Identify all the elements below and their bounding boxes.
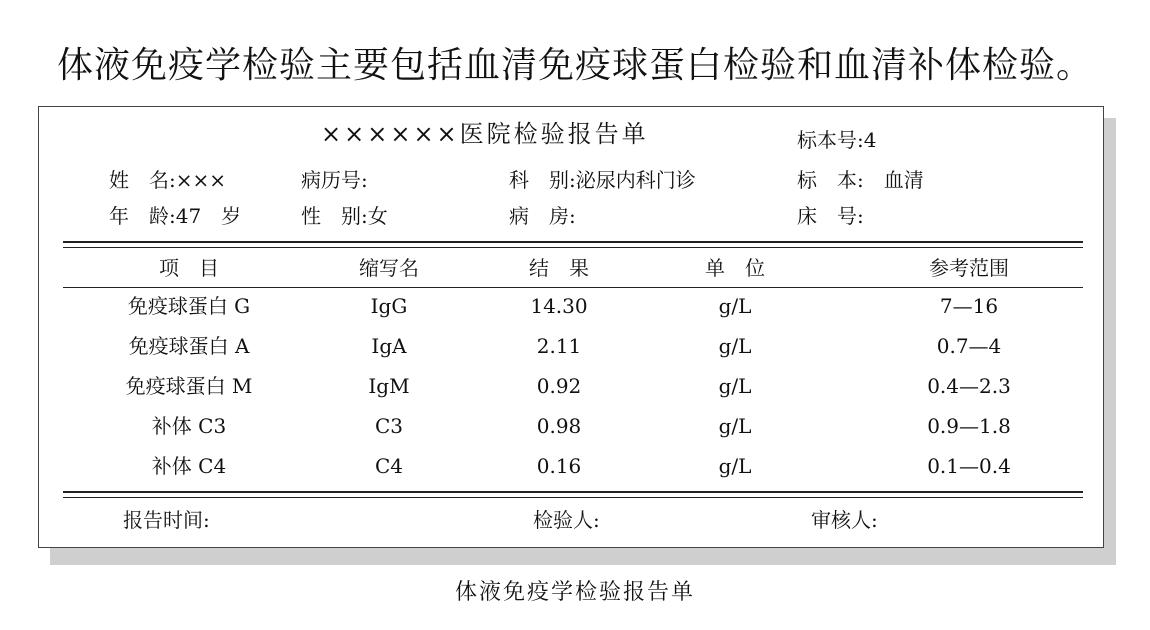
cell-unit: g/L <box>718 374 752 398</box>
cell-result: 2.11 <box>536 334 582 358</box>
patient-age: 年 龄:47 岁 <box>109 204 242 228</box>
cell-unit: g/L <box>718 294 752 318</box>
cell-range: 7—16 <box>939 294 999 318</box>
cell-unit: g/L <box>718 334 752 358</box>
figure-caption: 体液免疫学检验报告单 <box>454 580 695 605</box>
divider-top-1 <box>63 241 1083 243</box>
cell-item: 补体 C3 <box>151 414 227 438</box>
cell-abbr: C3 <box>374 414 404 438</box>
cell-abbr: IgG <box>370 294 408 318</box>
lab-report-card <box>38 106 1104 548</box>
cell-item: 补体 C4 <box>151 454 227 478</box>
col-header-item: 项 目 <box>159 256 219 280</box>
cell-range: 0.1—0.4 <box>927 454 1011 478</box>
cell-unit: g/L <box>718 414 752 438</box>
cell-result: 0.98 <box>536 414 582 438</box>
specimen-number: 标本号:4 <box>797 128 877 152</box>
divider-bottom-1 <box>63 491 1083 493</box>
cell-range: 0.4—2.3 <box>927 374 1011 398</box>
cell-result: 14.30 <box>530 294 588 318</box>
ward: 病 房: <box>509 204 576 228</box>
cell-abbr: IgM <box>368 374 410 398</box>
report-time-label: 报告时间: <box>123 508 210 532</box>
specimen-type: 标 本: 血清 <box>797 168 924 192</box>
inspector-label: 检验人: <box>533 508 600 532</box>
report-title: ××××××医院检验报告单 <box>321 120 649 148</box>
cell-unit: g/L <box>718 454 752 478</box>
reviewer-label: 审核人: <box>811 508 878 532</box>
col-header-unit: 单 位 <box>705 256 765 280</box>
cell-abbr: IgA <box>371 334 407 358</box>
department: 科 别:泌尿内科门诊 <box>509 168 696 192</box>
divider-header <box>63 287 1083 288</box>
patient-name: 姓 名:××× <box>109 168 227 192</box>
record-number: 病历号: <box>301 168 368 192</box>
cell-item: 免疫球蛋白 G <box>127 294 251 318</box>
divider-bottom-2 <box>63 497 1083 498</box>
col-header-range: 参考范围 <box>929 256 1009 280</box>
col-header-result: 结 果 <box>529 256 589 280</box>
col-header-abbr: 缩写名 <box>359 256 419 280</box>
cell-range: 0.7—4 <box>936 334 1002 358</box>
cell-result: 0.92 <box>536 374 582 398</box>
cell-abbr: C4 <box>374 454 404 478</box>
patient-sex: 性 别:女 <box>301 204 388 228</box>
divider-top-2 <box>63 247 1083 248</box>
cell-item: 免疫球蛋白 M <box>125 374 253 398</box>
headline: 体液免疫学检验主要包括血清免疫球蛋白检验和血清补体检验。 <box>56 45 1093 86</box>
cell-range: 0.9—1.8 <box>927 414 1011 438</box>
cell-result: 0.16 <box>536 454 582 478</box>
bed-number: 床 号: <box>797 204 864 228</box>
cell-item: 免疫球蛋白 A <box>128 334 250 358</box>
